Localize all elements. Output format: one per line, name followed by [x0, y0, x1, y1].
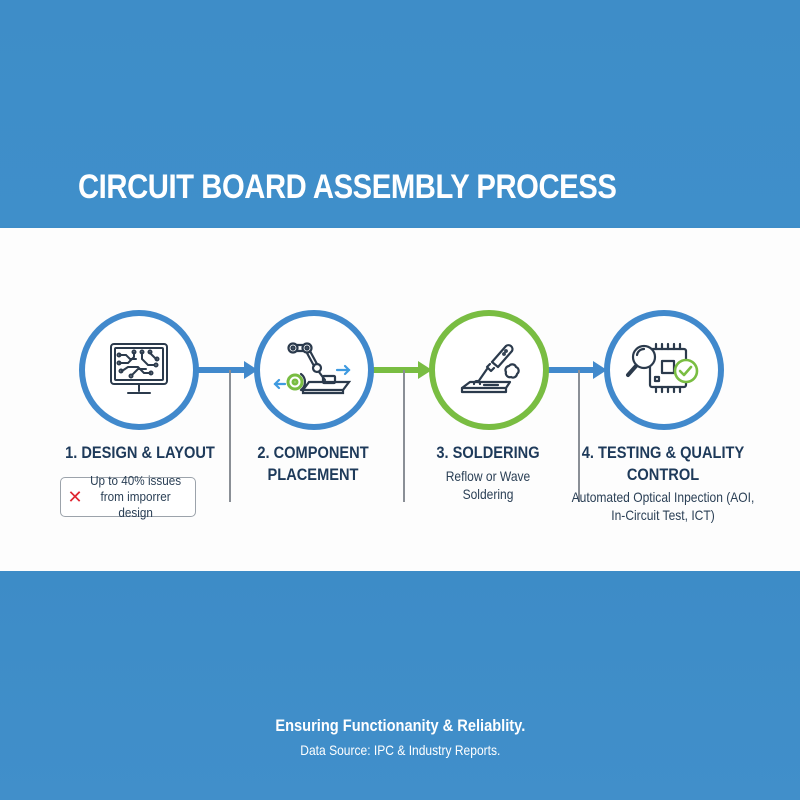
step-3-circle [429, 310, 549, 430]
x-icon: ✕ [67, 486, 83, 507]
page-title: CIRCUIT BOARD ASSEMBLY PROCESS [78, 168, 617, 206]
data-source: Data Source: IPC & Industry Reports. [299, 742, 501, 758]
step-1-title: 1. DESIGN & LAYOUT [65, 443, 215, 462]
step-2-circle [254, 310, 374, 430]
step-1-circle [79, 310, 199, 430]
footer-band [0, 571, 800, 800]
step-4-subtitle: Automated Optical Inpection (AOI, In-Circuit Test, ICT) [571, 489, 755, 523]
magnifier-chip-check-icon [624, 339, 704, 401]
step-4-circle [604, 310, 724, 430]
footer-tagline: Ensuring Functionanity & Reliablity. [275, 716, 525, 735]
callout-text: Up to 40% issues from imporrer design [90, 473, 182, 520]
robotic-arm-icon [271, 340, 357, 400]
step-1-callout [60, 473, 196, 520]
header-band [0, 0, 800, 228]
step-4-title: 4. TESTING & QUALITY CONTROL [581, 443, 745, 484]
footer [0, 716, 800, 760]
soldering-iron-icon [456, 342, 522, 398]
step-3-title: 3. SOLDERING [436, 443, 540, 462]
step-3-subtitle: Reflow or Wave Soldering [445, 468, 531, 502]
connector-1-2 [198, 367, 248, 373]
step-2-title: 2. COMPONENT PLACEMENT [257, 443, 369, 484]
connector-3-4 [547, 367, 597, 373]
monitor-circuit-icon [108, 341, 170, 399]
connector-2-3 [372, 367, 422, 373]
